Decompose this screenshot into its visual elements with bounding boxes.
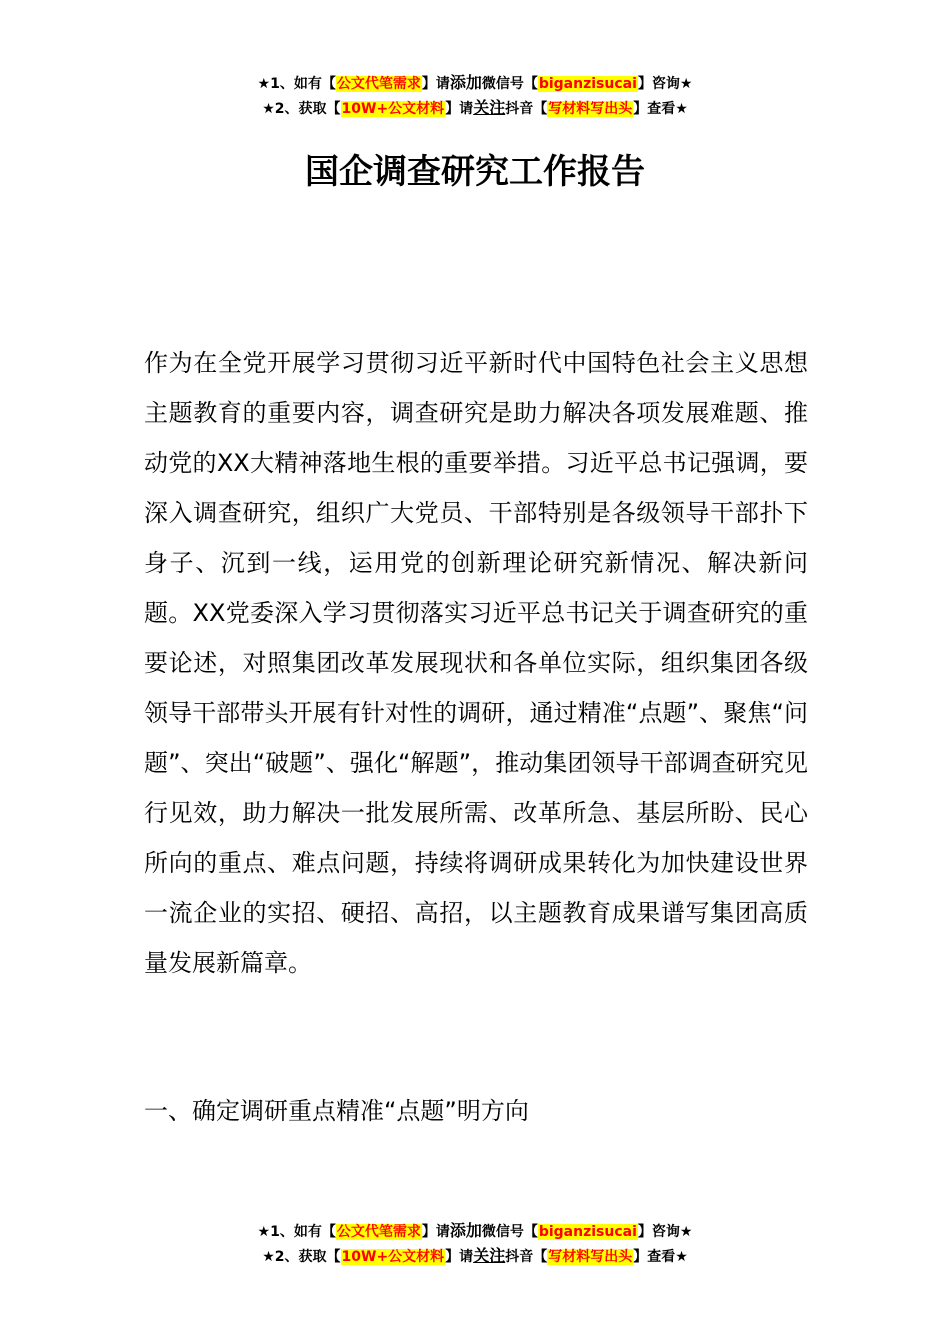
banner-line-1-prefix: ★1、如有【: [257, 76, 336, 92]
banner-line-1-mid-2: 微信号【: [481, 76, 538, 92]
footer-line-1-prefix: ★1、如有【: [257, 1224, 336, 1240]
footer-line-2-emphasis: 关注: [473, 1246, 506, 1265]
footer-line-2-highlight-douyin: 写材料写出头: [548, 1249, 633, 1265]
banner-line-1-highlight-service: 公文代笔需求: [336, 76, 421, 92]
footer-line-2-highlight-materials: 10W+公文材料: [341, 1249, 445, 1265]
banner-line-2-highlight-materials: 10W+公文材料: [341, 101, 445, 117]
banner-line-1: [0, 71, 950, 96]
footer-line-2-mid-2: 抖音【: [505, 1249, 548, 1265]
banner-line-1-suffix: 】咨询★: [637, 76, 693, 92]
section-heading: 一、确定调研重点精准“点题”明方向: [144, 1097, 529, 1125]
footer-line-1-highlight-service: 公文代笔需求: [336, 1224, 421, 1240]
banner-line-2-prefix: ★2、获取【: [262, 101, 341, 117]
footer-line-1-emphasis: 添加: [449, 1221, 482, 1240]
banner-line-1-mid: 】请: [421, 76, 450, 92]
footer-banner: [0, 1219, 950, 1269]
footer-line-1-mid-2: 微信号【: [481, 1224, 538, 1240]
footer-line-2-prefix: ★2、获取【: [262, 1249, 341, 1265]
banner-line-2-mid-2: 抖音【: [505, 101, 548, 117]
footer-banner-line-2: [0, 1244, 950, 1269]
footer-line-2-mid: 】请: [445, 1249, 474, 1265]
footer-line-1-suffix: 】咨询★: [637, 1224, 693, 1240]
banner-line-2-emphasis: 关注: [473, 98, 506, 117]
banner-line-1-highlight-wechat: biganzisucai: [538, 76, 637, 92]
banner-line-2: [0, 96, 950, 121]
banner-line-2-suffix: 】查看★: [633, 101, 688, 117]
banner-line-2-mid: 】请: [445, 101, 474, 117]
header-banner: [0, 71, 950, 121]
footer-line-1-mid: 】请: [421, 1224, 450, 1240]
body-paragraph: 作为在全党开展学习贯彻习近平新时代中国特色社会主义思想主题教育的重要内容，调查研究是助力解决各项发展难题、推动党的XX大精神落地生根的重要举措。习近平总书记强调，要深入调查研究，组织广大党员、干部特别是各级领导干部扑下身子、沉到一线，运用党的创新理论研究新情况、解决新问题。XX党委深入学习贯彻落实习近平总书记关于调查研究的重要论述，对照集团改革发展现状和各单位实际，组织集团各级领导干部带头开展有针对性的调研，通过精准“点题”、聚焦“问题”、突出“破题”、强化“解题”，推动集团领导干部调查研究见行见效，助力解决一批发展所需、改革所急、基层所盼、民心所向的重点、难点问题，持续将调研成果转化为加快建设世界一流企业的实招、硬招、高招，以主题教育成果谱写集团高质量发展新篇章。: [144, 349, 808, 977]
footer-line-2-suffix: 】查看★: [633, 1249, 688, 1265]
document-title: 国企调查研究工作报告: [305, 152, 645, 192]
footer-line-1-highlight-wechat: biganzisucai: [538, 1224, 637, 1240]
footer-banner-line-1: [0, 1219, 950, 1244]
banner-line-1-emphasis: 添加: [449, 73, 482, 92]
banner-line-2-highlight-douyin: 写材料写出头: [548, 101, 633, 117]
